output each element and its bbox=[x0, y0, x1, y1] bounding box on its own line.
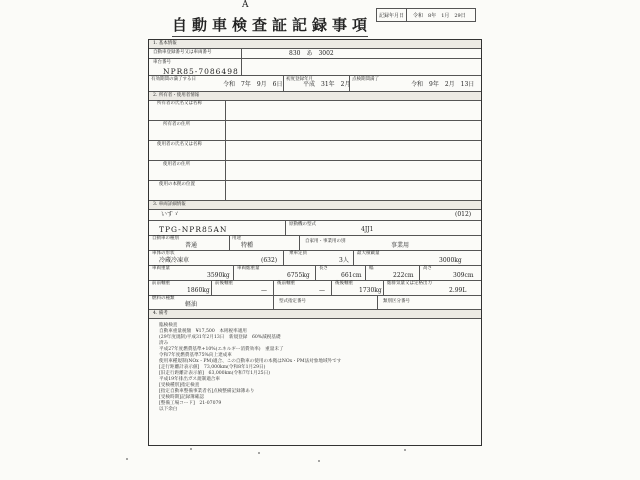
divider bbox=[383, 280, 384, 295]
note-line: 自動車重量税額 ¥17,500 本則税率適用 bbox=[159, 329, 247, 334]
divider bbox=[229, 235, 230, 250]
note-line: [走行距離計表示値] 73,000km(令和8年1月29日) bbox=[159, 365, 266, 370]
note-line: 以下余白 bbox=[159, 407, 178, 412]
divider bbox=[149, 295, 481, 296]
note-line: 平成19年排出ガス規制適合車 bbox=[159, 377, 220, 382]
divider bbox=[149, 140, 481, 141]
divider bbox=[149, 250, 481, 251]
divider bbox=[149, 180, 481, 181]
max-load-value: 3000kg bbox=[439, 257, 462, 264]
recall-label: 点検期間満了 bbox=[352, 77, 379, 82]
section3-heading: 3. 車両詳細情報 bbox=[153, 202, 186, 207]
owner-name-label: 所有者の氏名又は名称 bbox=[157, 101, 202, 106]
type-value: 普通 bbox=[185, 242, 198, 249]
front-axle-value: 1860kg bbox=[187, 287, 210, 294]
purpose-label: 自家用・事業用の別 bbox=[305, 239, 346, 244]
rear-axle-value: 1730kg bbox=[359, 287, 382, 294]
divider bbox=[419, 265, 420, 280]
scan-speck bbox=[190, 448, 192, 450]
divider bbox=[241, 48, 242, 58]
divider bbox=[149, 318, 481, 319]
divider bbox=[283, 75, 284, 91]
height-label: 高さ bbox=[423, 266, 432, 271]
divider bbox=[285, 220, 286, 235]
weight-label: 車両重量 bbox=[152, 266, 170, 271]
section2-heading: 2. 所有者・使用者情報 bbox=[153, 93, 200, 98]
displacement-label: 総排気量又は定格出力 bbox=[387, 281, 432, 286]
recall-value: 令和 9年 2月 13日 bbox=[411, 81, 475, 88]
note-line: [旧走行距離計表示値] 63,000km(令和7年1月25日) bbox=[159, 371, 270, 376]
front-axle-label: 前前軸重 bbox=[152, 281, 170, 286]
divider bbox=[353, 250, 354, 265]
section1-header-bg bbox=[149, 40, 481, 48]
model-value: TPG-NPR85AN bbox=[159, 225, 228, 234]
gross-value: 6755kg bbox=[287, 272, 310, 279]
divider bbox=[149, 58, 481, 59]
front-rear-label: 前後軸重 bbox=[215, 281, 233, 286]
document-title: 自動車検査証記録事項 bbox=[172, 16, 373, 34]
width-label: 幅 bbox=[369, 266, 374, 271]
note-line: 済み bbox=[159, 341, 169, 346]
body-label: 車体の形状 bbox=[152, 251, 175, 256]
capacity-label: 乗車定員 bbox=[289, 251, 307, 256]
record-date-value: 令和 8年 1月 29日 bbox=[413, 12, 466, 19]
divider bbox=[283, 250, 284, 265]
divider bbox=[241, 58, 242, 75]
title-underline bbox=[172, 36, 368, 37]
length-value: 661cm bbox=[341, 272, 362, 279]
divider bbox=[377, 295, 378, 309]
divider bbox=[299, 235, 300, 250]
divider bbox=[149, 220, 481, 221]
use-value: 特種 bbox=[241, 242, 254, 249]
divider bbox=[149, 48, 481, 49]
plate-label: 自動車登録番号又は車両番号 bbox=[153, 50, 212, 55]
body-value: 冷蔵冷凍車 bbox=[159, 257, 190, 264]
rear-axle-label: 後後軸重 bbox=[335, 281, 353, 286]
divider bbox=[233, 265, 234, 280]
vin-label: 車台番号 bbox=[153, 60, 171, 65]
vin-value: NPR85-7086498 bbox=[163, 67, 239, 76]
weight-value: 3590kg bbox=[207, 272, 230, 279]
divider bbox=[225, 100, 226, 200]
note-line: [指定自動車整備事業者名]点検整備記録簿あり bbox=[159, 389, 255, 394]
divider bbox=[149, 160, 481, 161]
expiry-label: 有効期間の満了する日 bbox=[151, 77, 196, 82]
owner-address-label: 所有者の住所 bbox=[163, 122, 190, 127]
scan-speck bbox=[258, 452, 260, 454]
expiry-value: 令和 7年 9月 6日 bbox=[223, 81, 283, 88]
divider bbox=[331, 280, 332, 295]
note-line: 臨検検査 bbox=[159, 323, 178, 328]
note-line: [整備工場コード] 21-07079 bbox=[159, 401, 222, 406]
divider bbox=[149, 120, 481, 121]
note-line: [受検種別]指定検査 bbox=[159, 383, 200, 388]
body-code: (632) bbox=[261, 257, 278, 264]
divider bbox=[315, 265, 316, 280]
section1-heading: 1. 基本情報 bbox=[153, 41, 177, 46]
user-address-label: 使用者の住所 bbox=[163, 162, 190, 167]
scan-speck bbox=[126, 458, 128, 460]
gross-label: 車両総重量 bbox=[237, 266, 260, 271]
note-line: 平成27年度燃費基準+10%(エネルギー消費効率) 重量未了 bbox=[159, 347, 284, 352]
width-value: 222cm bbox=[393, 272, 414, 279]
user-name-label: 使用者の氏名又は名称 bbox=[157, 142, 202, 147]
purpose-value: 事業用 bbox=[391, 242, 410, 249]
scan-speck bbox=[404, 449, 406, 451]
engine-value: 4JJ1 bbox=[361, 226, 374, 233]
section4-header-bg bbox=[149, 310, 481, 318]
length-label: 長さ bbox=[319, 266, 328, 271]
divider bbox=[273, 295, 274, 309]
height-value: 309cm bbox=[453, 272, 474, 279]
divider bbox=[273, 280, 274, 295]
note-line: [受検時期]記録簿確認 bbox=[159, 395, 204, 400]
plate-value: 830 あ 3002 bbox=[289, 50, 334, 57]
displacement-value: 2.99L bbox=[449, 287, 467, 294]
note-line: 使用車種規制(NOx・PM)適合、この自動車の使用の本拠はNOx・PM法対象地域外です bbox=[159, 359, 342, 364]
use-label: 用途 bbox=[232, 236, 241, 241]
note-line: (29年度規制)平成31年2月13日 新規登録 60%減税基礎 bbox=[159, 335, 281, 340]
front-rear-value: — bbox=[261, 287, 267, 294]
divider bbox=[149, 209, 481, 210]
engine-label: 原動機の型式 bbox=[289, 222, 316, 227]
first-reg-label: 初度登録年月 bbox=[286, 77, 313, 82]
divider bbox=[149, 75, 481, 76]
divider bbox=[365, 265, 366, 280]
fuel-value: 軽油 bbox=[185, 301, 198, 308]
rear-front-value: — bbox=[319, 287, 325, 294]
first-reg-value: 平成 31年 2月 bbox=[303, 81, 351, 88]
inspection-form bbox=[148, 39, 482, 446]
type-label: 自動車の種別 bbox=[152, 236, 179, 241]
max-load-label: 最大積載量 bbox=[357, 251, 380, 256]
classification-label: 類別区分番号 bbox=[383, 299, 410, 304]
page-mark: A bbox=[242, 0, 249, 10]
fuel-label: 燃料の種類 bbox=[152, 296, 175, 301]
capacity-value: 3人 bbox=[339, 257, 349, 264]
type-designation-label: 型式指定番号 bbox=[279, 299, 306, 304]
section4-heading: 4. 備考 bbox=[153, 311, 168, 316]
note-line: 令和7年度燃費基準75%向上達成車 bbox=[159, 353, 232, 358]
section3-header-bg bbox=[149, 201, 481, 209]
base-location-label: 使用の本拠の位置 bbox=[159, 182, 195, 187]
scan-speck bbox=[318, 460, 320, 462]
record-date-label: 記録年月日 bbox=[377, 9, 407, 21]
divider bbox=[349, 75, 350, 91]
record-date-box bbox=[376, 8, 476, 22]
maker-value: いすゞ bbox=[161, 211, 180, 218]
divider bbox=[211, 280, 212, 295]
divider bbox=[149, 235, 481, 236]
rear-front-label: 後前軸重 bbox=[277, 281, 295, 286]
maker-code: (012) bbox=[455, 211, 472, 218]
